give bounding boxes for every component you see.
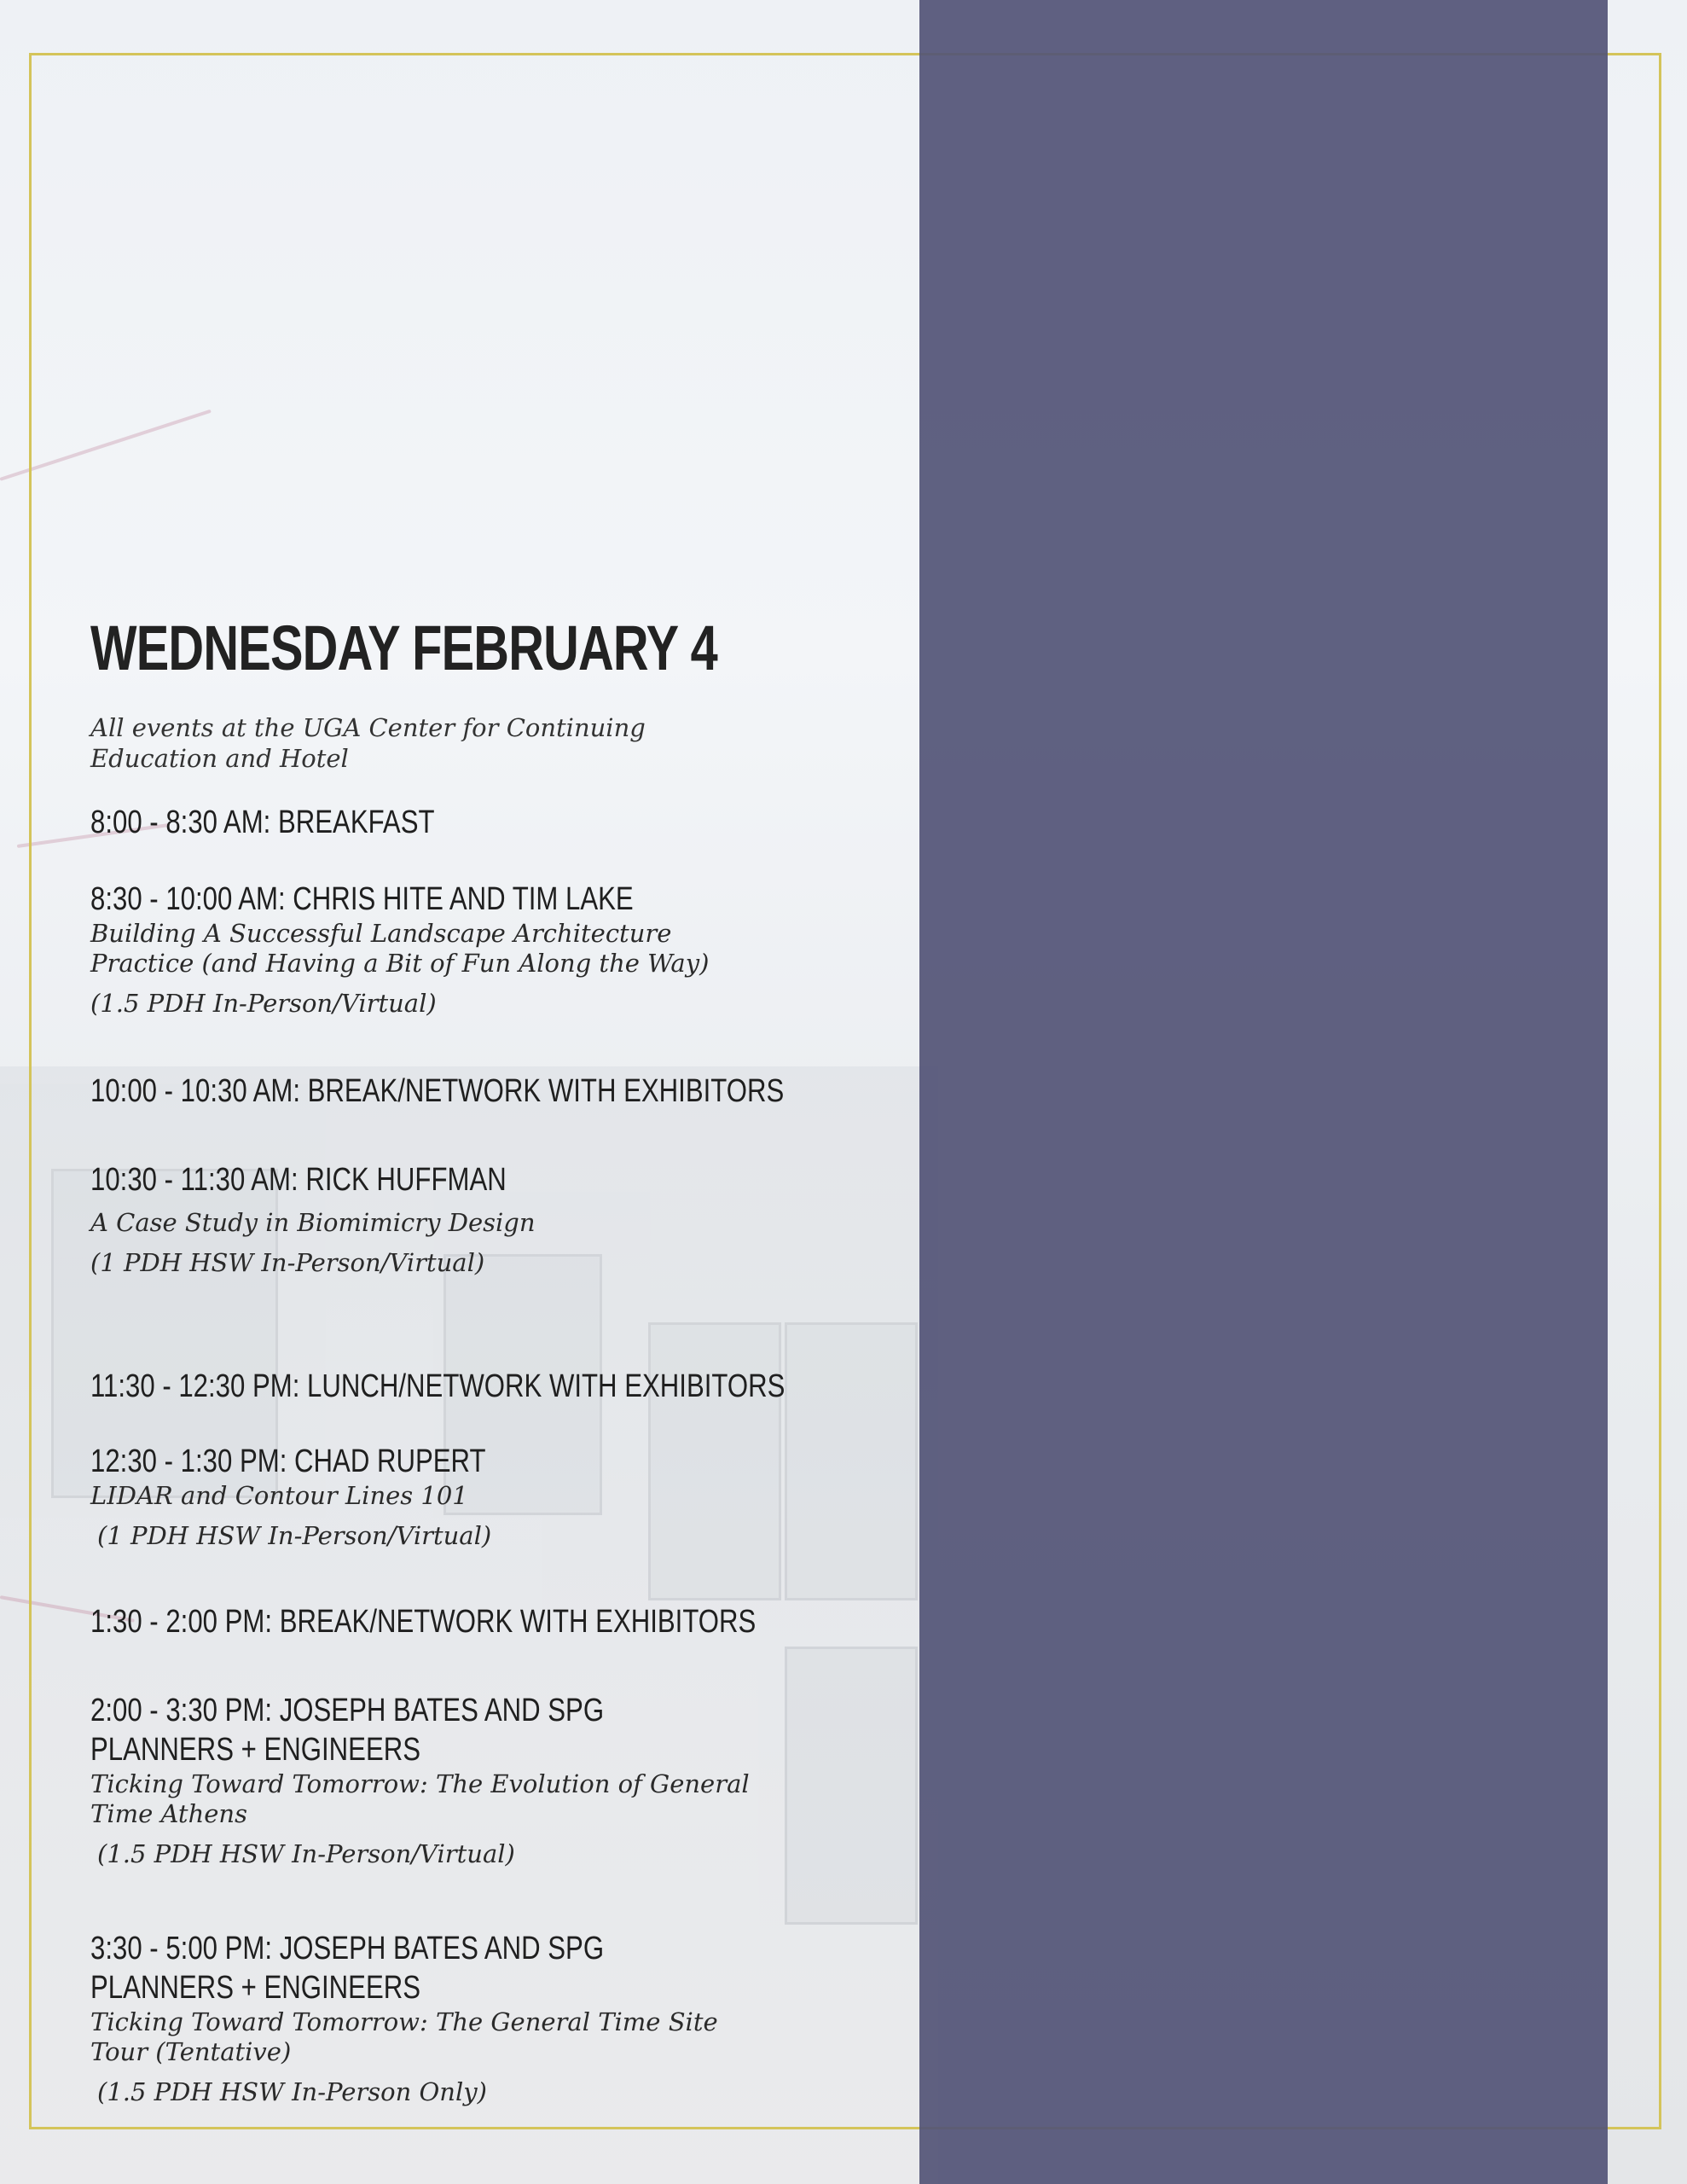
event-credit: (1.5 PDH HSW In-Person Only) [97, 2077, 487, 2106]
event-heading: 10:30 - 11:30 AM: RICK HUFFMAN [90, 1162, 507, 1198]
event-heading: 8:30 - 10:00 AM: CHRIS HITE AND TIM LAKE [90, 881, 634, 917]
schedule-item [90, 1929, 773, 2107]
event-credit: (1 PDH HSW In-Person/Virtual) [90, 1248, 485, 1277]
location-note: All events at the UGA Center for Continuing Education and Hotel [90, 713, 646, 773]
event-description: Building A Successful Landscape Architecture Practice (and Having a Bit of Fun Along the Way) [90, 919, 710, 978]
event-description: A Case Study in Biomimicry Design [90, 1208, 536, 1237]
event-credit: (1.5 PDH HSW In-Person/Virtual) [97, 1839, 515, 1868]
schedule-item [90, 1160, 773, 1278]
event-heading: 2:00 - 3:30 PM: JOSEPH BATES AND SPG PLANNERS + ENGINEERS [90, 1693, 605, 1768]
event-heading: 12:30 - 1:30 PM: CHAD RUPERT [90, 1443, 486, 1479]
event-heading: 10:00 - 10:30 AM: BREAK/NETWORK WITH EXHIBITORS [90, 1073, 785, 1109]
schedule-item [90, 1072, 785, 1111]
page-title: WEDNESDAY FEBRUARY 4 [90, 613, 717, 683]
schedule-item [90, 1442, 773, 1551]
event-description: Ticking Toward Tomorrow: The Evolution of General Time Athens [90, 1769, 750, 1828]
event-heading: 1:30 - 2:00 PM: BREAK/NETWORK WITH EXHIBITORS [90, 1604, 757, 1640]
schedule [90, 610, 786, 2107]
event-heading: 3:30 - 5:00 PM: JOSEPH BATES AND SPG PLANNERS + ENGINEERS [90, 1931, 605, 2006]
schedule-item [90, 1602, 773, 1641]
event-description: LIDAR and Contour Lines 101 [90, 1481, 468, 1510]
event-heading: 11:30 - 12:30 PM: LUNCH/NETWORK WITH EXHIBITORS [90, 1368, 786, 1404]
schedule-item [90, 803, 773, 842]
event-credit: (1.5 PDH In-Person/Virtual) [90, 989, 437, 1018]
schedule-item [90, 1691, 773, 1869]
side-panel [919, 0, 1608, 2184]
schedule-item [90, 880, 773, 1019]
schedule-item [90, 1367, 786, 1406]
event-description: Ticking Toward Tomorrow: The General Time Site Tour (Tentative) [90, 2007, 718, 2066]
event-heading: 8:00 - 8:30 AM: BREAKFAST [90, 804, 435, 840]
event-credit: (1 PDH HSW In-Person/Virtual) [97, 1521, 492, 1550]
